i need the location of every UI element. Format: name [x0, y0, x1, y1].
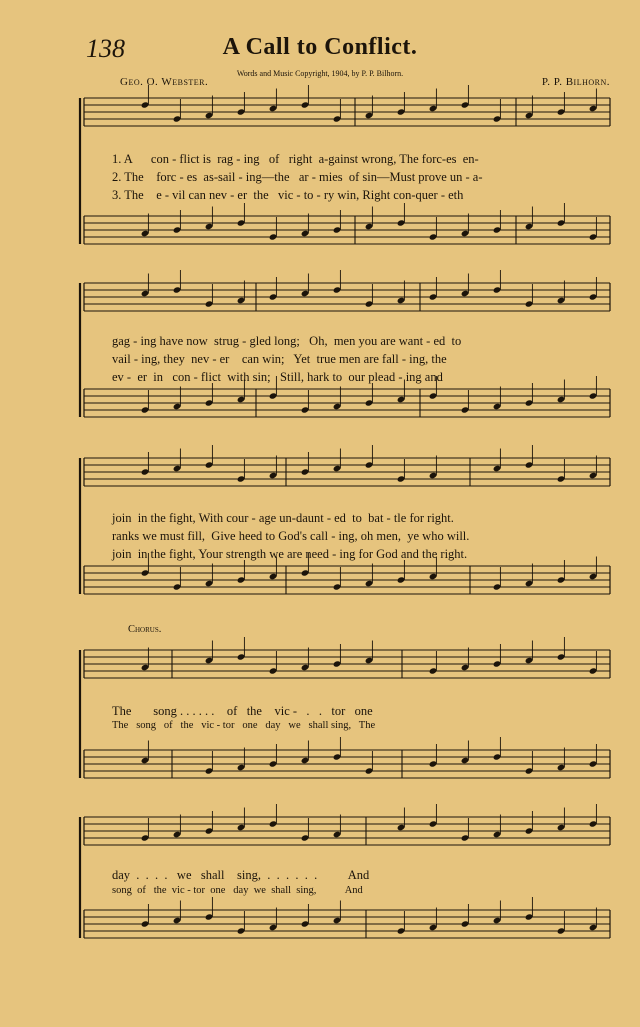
- lyric-line: join in the fight, With cour - age un-daunt - ed to bat - tle for right.: [112, 511, 454, 525]
- lyric-line: ranks we must fill, Give heed to God's call - ing, oh men, ye who will.: [112, 529, 470, 543]
- page-number: 138: [86, 34, 125, 63]
- lyric-line: ev - er in con - flict with sin; Still, hark to our plead - ing and: [112, 370, 443, 384]
- lyric-line: join in the fight, Your strength we are need - ing for God and the right.: [112, 547, 468, 561]
- page-title: A Call to Conflict.: [222, 34, 418, 60]
- lyric-line: 2. The forc - es as-sail - ing—the ar - mies of sin—Must prove un - a-: [112, 170, 483, 184]
- author-credit: Geo. O. Webster.: [120, 76, 209, 88]
- lyric-line: vail - ing, they nev - er can win; Yet true men are fall - ing, the: [112, 352, 447, 366]
- lyric-line: 3. The e - vil can nev - er the vic - to - ry win, Right con-quer - eth: [112, 188, 464, 202]
- lyric-line: gag - ing have now strug - gled long; Oh, men you are want - ed to: [112, 334, 462, 348]
- chorus-label: Chorus.: [128, 624, 162, 635]
- chorus-lyric-line: day . . . . we shall sing, . . . . . . And: [112, 868, 370, 882]
- chorus-lyric-line: The song . . . . . . of the vic - . . tor one: [112, 704, 373, 718]
- copyright-notice: Words and Music Copyright, 1904, by P. P. Bilhorn.: [236, 69, 404, 78]
- chorus-lyric-line: song of the vic - tor one day we shall sing, And: [112, 885, 363, 896]
- chorus-lyric-line: The song of the vic - tor one day we shall sing, The: [112, 720, 376, 731]
- lyric-line: 1. A con - flict is rag - ing of right a-gainst wrong, The forc-es en-: [112, 152, 479, 166]
- composer-credit: P. P. Bilhorn.: [541, 76, 610, 88]
